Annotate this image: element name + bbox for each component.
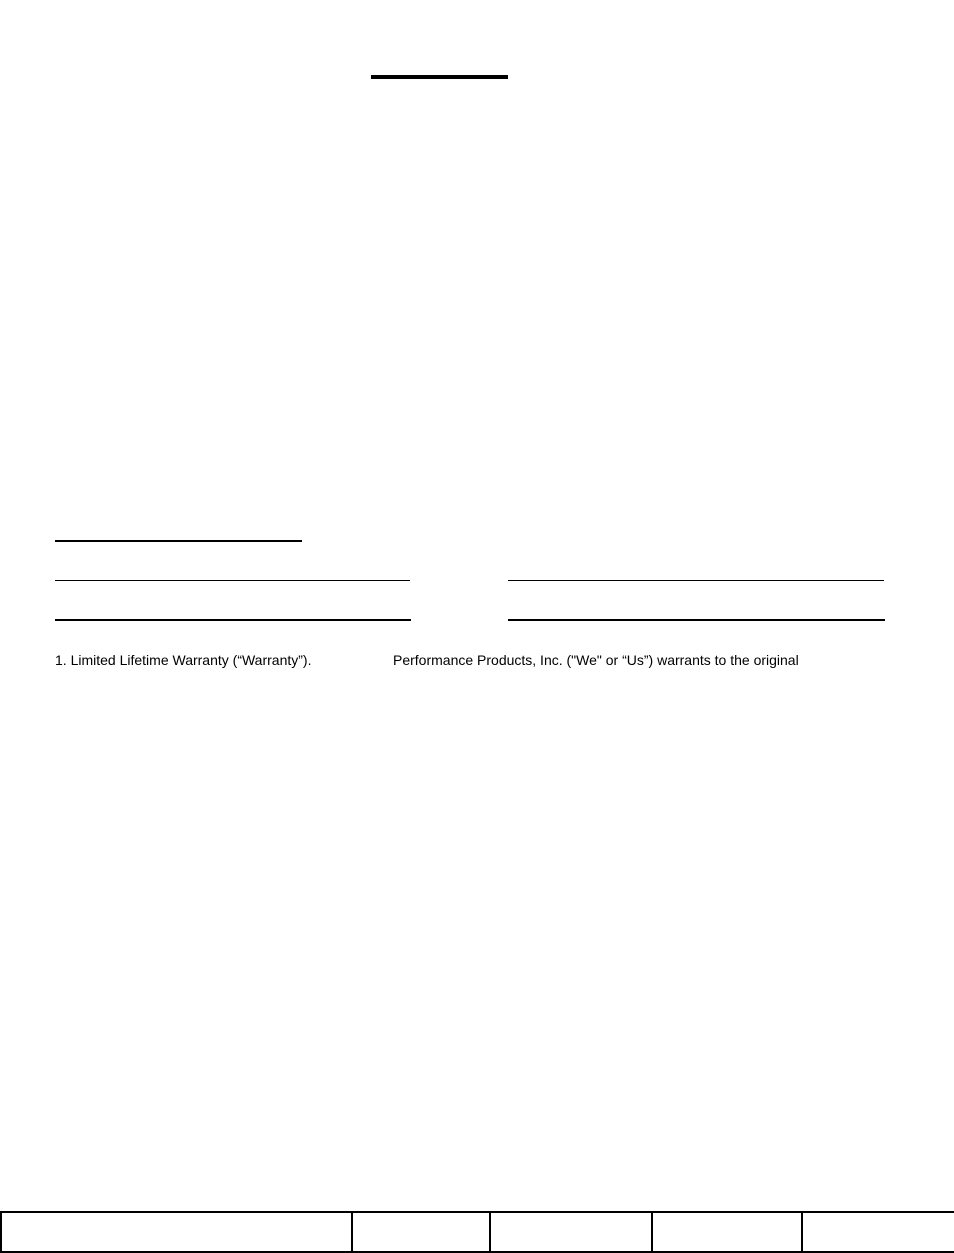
footer-row	[1, 1212, 954, 1252]
section-underline	[55, 540, 302, 542]
title-underline	[371, 75, 508, 79]
warranty-heading: 1. Limited Lifetime Warranty (“Warranty”).	[55, 652, 312, 668]
footer-cell-5	[802, 1212, 954, 1252]
signature-line-right-2	[508, 619, 885, 621]
signature-line-left-1	[55, 580, 410, 581]
footer-cell-3	[490, 1212, 652, 1252]
footer-table	[0, 1211, 954, 1253]
footer-cell-4	[652, 1212, 802, 1252]
signature-line-left-2	[55, 619, 411, 621]
warranty-text: Performance Products, Inc. ("We" or “Us”) warrants to the original	[393, 652, 799, 668]
footer-cell-2	[352, 1212, 490, 1252]
signature-line-right-1	[508, 580, 884, 581]
footer-cell-1	[1, 1212, 352, 1252]
